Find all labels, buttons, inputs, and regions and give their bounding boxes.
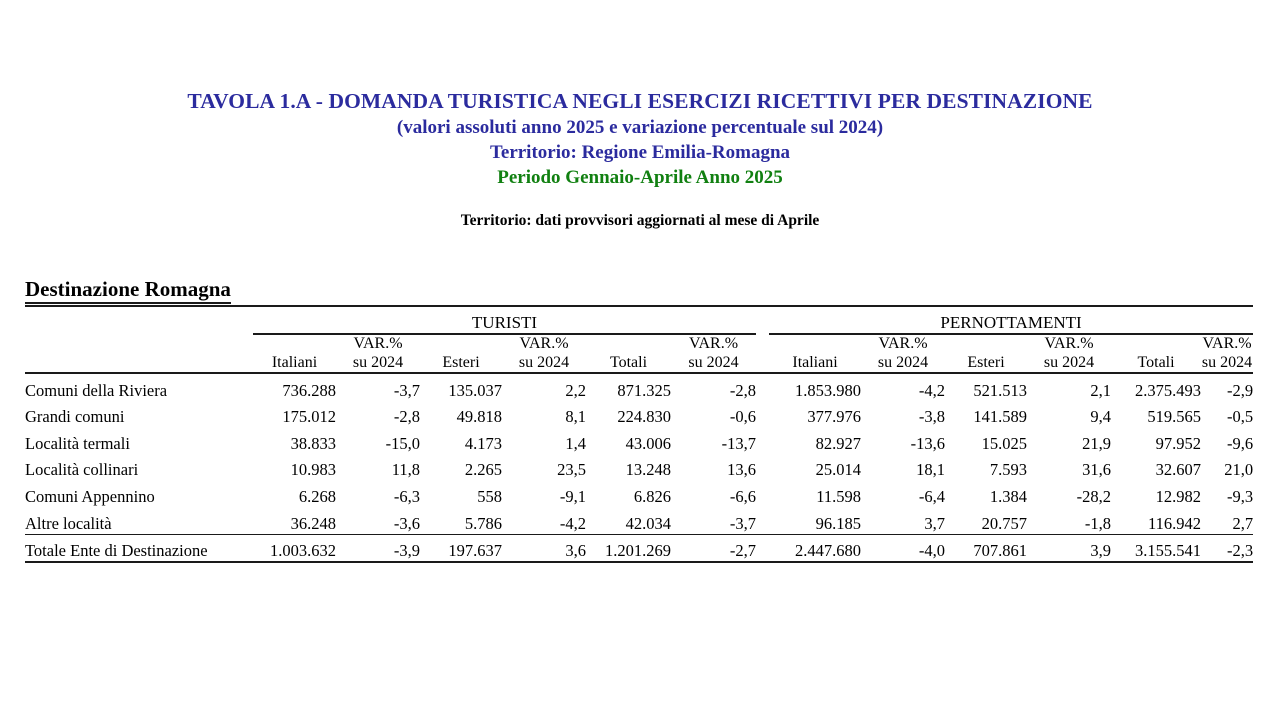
- cell-turisti-esteri: 49.818: [456, 407, 502, 427]
- cell-gap: [756, 480, 769, 507]
- column-label-turisti-totali-var: VAR.% su 2024: [688, 335, 739, 371]
- cell-turisti-totali: 43.006: [625, 433, 671, 453]
- provisional-data-note: Territorio: dati provvisori aggiornati al mese di Aprile: [460, 212, 820, 229]
- column-label-gap: [756, 334, 769, 373]
- row-label: Località termali: [25, 433, 130, 453]
- table-row: [25, 454, 1253, 481]
- cell-pern-italiani: 377.976: [807, 407, 862, 427]
- column-label-rowheader: [25, 334, 253, 373]
- total-pern-italiani: 2.447.680: [795, 541, 862, 561]
- table-body: [25, 374, 1253, 566]
- cell-pern-totali: 32.607: [1155, 460, 1202, 480]
- cell-pern-italiani-var: -4,2: [918, 380, 946, 400]
- cell-turisti-totali-var: 13,6: [727, 460, 757, 480]
- cell-pern-totali: 97.952: [1155, 433, 1202, 453]
- row-label: Grandi comuni: [25, 407, 125, 427]
- cell-turisti-italiani: 175.012: [282, 407, 336, 427]
- table-row: [25, 374, 1253, 401]
- cell-pern-esteri-var: -28,2: [1076, 486, 1112, 506]
- cell-turisti-esteri-var: -9,1: [559, 486, 586, 506]
- cell-pern-totali: 519.565: [1147, 407, 1202, 427]
- total-turisti-esteri-var: 3,6: [565, 541, 586, 561]
- column-label-pern-italiani: Italiani: [792, 353, 838, 371]
- territory-line: Territorio: Regione Emilia-Romagna: [489, 142, 791, 163]
- row-label: Località collinari: [25, 460, 139, 480]
- cell-turisti-esteri-var: 2,2: [565, 380, 586, 400]
- cell-pern-esteri: 1.384: [989, 486, 1028, 506]
- cell-gap: [756, 507, 769, 534]
- total-turisti-italiani: 1.003.632: [270, 541, 336, 561]
- cell-turisti-totali: 13.248: [625, 460, 671, 480]
- cell-pern-esteri: 7.593: [989, 460, 1028, 480]
- cell-gap: [756, 401, 769, 428]
- cell-turisti-esteri: 4.173: [464, 433, 502, 453]
- cell-turisti-italiani: 736.288: [282, 380, 336, 400]
- cell-pern-totali-var: 21,0: [1224, 460, 1254, 480]
- total-row-label: Totale Ente di Destinazione: [25, 541, 208, 561]
- table-row: [25, 427, 1253, 454]
- cell-pern-italiani: 11.598: [816, 486, 862, 506]
- cell-pern-esteri: 521.513: [973, 380, 1028, 400]
- cell-turisti-totali-var: -6,6: [729, 486, 757, 506]
- column-label-pern-totali-var: VAR.% su 2024: [1201, 335, 1253, 371]
- total-pern-esteri: 707.861: [973, 541, 1028, 561]
- cell-pern-totali-var: -2,9: [1226, 380, 1254, 400]
- document-subtitle: (valori assoluti anno 2025 e variazione percentuale sul 2024): [396, 117, 884, 138]
- table-row: [25, 401, 1253, 428]
- cell-turisti-italiani-var: -3,7: [393, 380, 420, 400]
- cell-pern-esteri-var: 21,9: [1082, 433, 1112, 453]
- cell-turisti-esteri: 558: [477, 486, 502, 506]
- cell-pern-italiani: 25.014: [815, 460, 862, 480]
- cell-pern-italiani: 1.853.980: [795, 380, 862, 400]
- column-label-turisti-esteri-var: VAR.% su 2024: [518, 335, 570, 371]
- cell-turisti-esteri: 2.265: [464, 460, 502, 480]
- total-pern-italiani-var: -4,0: [918, 541, 946, 561]
- row-label: Comuni della Riviera: [25, 380, 168, 400]
- cell-turisti-totali-var: -2,8: [729, 380, 757, 400]
- cell-pern-esteri-var: 2,1: [1090, 380, 1112, 400]
- cell-gap: [756, 427, 769, 454]
- cell-turisti-esteri-var: 23,5: [557, 460, 586, 480]
- cell-turisti-italiani: 36.248: [290, 513, 336, 533]
- section-heading: Destinazione Romagna: [25, 278, 231, 304]
- cell-pern-totali: 116.942: [1148, 513, 1202, 533]
- cell-turisti-italiani-var: -2,8: [393, 407, 420, 427]
- total-pern-totali-var: -2,3: [1226, 541, 1254, 561]
- column-label-pern-totali: Totali: [1137, 353, 1175, 371]
- column-label-turisti-italiani: Italiani: [271, 353, 318, 371]
- cell-turisti-totali: 6.826: [633, 486, 671, 506]
- cell-turisti-esteri-var: 8,1: [565, 407, 586, 427]
- cell-pern-esteri-var: -1,8: [1084, 513, 1112, 533]
- total-turisti-esteri: 197.637: [448, 541, 502, 561]
- cell-turisti-italiani-var: -3,6: [393, 513, 420, 533]
- cell-pern-italiani-var: 3,7: [924, 513, 946, 533]
- column-label-row: [25, 334, 1253, 373]
- group-header-gap: [756, 307, 769, 334]
- column-label-pern-italiani-var: VAR.% su 2024: [877, 335, 929, 371]
- cell-pern-italiani-var: -3,8: [918, 407, 946, 427]
- cell-turisti-totali: 871.325: [617, 380, 671, 400]
- table-bottom-rule: [25, 562, 1253, 566]
- table-total-row: [25, 535, 1253, 563]
- row-label: Comuni Appennino: [25, 486, 155, 506]
- title-block: [0, 0, 1280, 190]
- cell-pern-esteri-var: 31,6: [1082, 460, 1112, 480]
- cell-pern-totali: 12.982: [1155, 486, 1202, 506]
- cell-pern-esteri: 141.589: [973, 407, 1028, 427]
- cell-pern-italiani-var: 18,1: [916, 460, 946, 480]
- cell-gap: [756, 535, 769, 563]
- cell-turisti-italiani-var: 11,8: [391, 460, 420, 480]
- group-header-pernottamenti: PERNOTTAMENTI: [769, 307, 1253, 334]
- table-container: [25, 278, 1253, 566]
- cell-turisti-italiani: 6.268: [298, 486, 336, 506]
- column-label-turisti-italiani-var: VAR.% su 2024: [352, 335, 404, 371]
- cell-turisti-totali: 224.830: [617, 407, 671, 427]
- group-header-row: [25, 307, 1253, 334]
- cell-turisti-totali-var: -3,7: [729, 513, 757, 533]
- cell-turisti-esteri-var: 1,4: [565, 433, 586, 453]
- total-turisti-italiani-var: -3,9: [393, 541, 420, 561]
- cell-pern-italiani: 96.185: [815, 513, 862, 533]
- cell-gap: [756, 374, 769, 401]
- table-row: [25, 507, 1253, 534]
- cell-pern-totali-var: -9,3: [1226, 486, 1254, 506]
- cell-turisti-italiani: 38.833: [290, 433, 336, 453]
- cell-gap: [756, 454, 769, 481]
- total-turisti-totali: 1.201.269: [605, 541, 671, 561]
- column-label-turisti-totali: Totali: [609, 353, 648, 371]
- cell-turisti-italiani-var: -6,3: [393, 486, 420, 506]
- cell-turisti-esteri-var: -4,2: [559, 513, 586, 533]
- total-turisti-totali-var: -2,7: [729, 541, 757, 561]
- cell-pern-totali-var: -9,6: [1226, 433, 1254, 453]
- cell-turisti-esteri: 135.037: [448, 380, 502, 400]
- total-pern-esteri-var: 3,9: [1090, 541, 1112, 561]
- cell-pern-esteri: 15.025: [981, 433, 1028, 453]
- cell-pern-italiani-var: -6,4: [918, 486, 946, 506]
- cell-pern-totali: 2.375.493: [1135, 380, 1202, 400]
- period-line: Periodo Gennaio-Aprile Anno 2025: [497, 167, 783, 188]
- column-label-pern-esteri-var: VAR.% su 2024: [1043, 335, 1095, 371]
- cell-turisti-totali: 42.034: [625, 513, 671, 533]
- cell-pern-italiani: 82.927: [815, 433, 862, 453]
- column-label-pern-esteri: Esteri: [967, 353, 1005, 371]
- tourism-data-table: [25, 307, 1253, 566]
- cell-turisti-italiani-var: -15,0: [385, 433, 420, 453]
- table-row: [25, 480, 1253, 507]
- cell-turisti-esteri: 5.786: [464, 513, 502, 533]
- section-heading-wrap: [25, 278, 1253, 304]
- cell-turisti-totali-var: -0,6: [729, 407, 757, 427]
- cell-pern-esteri: 20.757: [981, 513, 1028, 533]
- document-title: TAVOLA 1.A - DOMANDA TURISTICA NEGLI ESERCIZI RICETTIVI PER DESTINAZIONE: [187, 89, 1093, 113]
- cell-turisti-italiani: 10.983: [290, 460, 336, 480]
- column-label-turisti-esteri: Esteri: [442, 353, 480, 371]
- group-header-spacer: [25, 307, 253, 334]
- row-label: Altre località: [25, 513, 112, 533]
- cell-pern-totali-var: -0,5: [1226, 407, 1254, 427]
- group-header-turisti: TURISTI: [253, 307, 756, 334]
- cell-pern-italiani-var: -13,6: [910, 433, 946, 453]
- cell-turisti-totali-var: -13,7: [721, 433, 757, 453]
- cell-pern-totali-var: 2,7: [1232, 513, 1254, 533]
- cell-pern-esteri-var: 9,4: [1090, 407, 1112, 427]
- total-pern-totali: 3.155.541: [1135, 541, 1202, 561]
